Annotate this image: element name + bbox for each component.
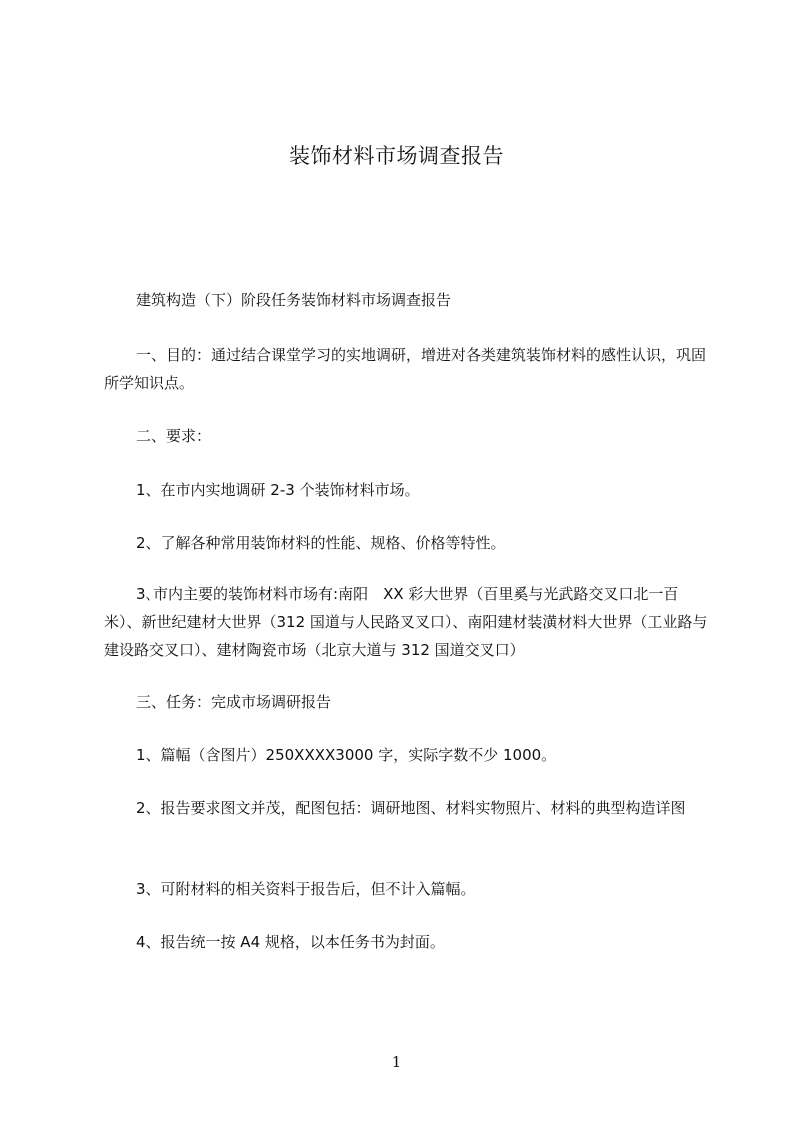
requirement-1: 1、在市内实地调研 2-3 个装饰材料市场。 <box>136 481 420 499</box>
task-2: 2、报告要求图文并茂，配图包括：调研地图、材料实物照片、材料的典型构造详图 <box>136 799 686 817</box>
purpose-paragraph: 一、目的：通过结合课堂学习的实地调研，增进对各类建筑装饰材料的感性认识，巩固所学知识点。 <box>104 346 707 392</box>
task-3: 3、可附材料的相关资料于报告后，但不计入篇幅。 <box>136 880 476 898</box>
requirement-2: 2、了解各种常用装饰材料的性能、规格、价格等特性。 <box>136 534 506 552</box>
requirements-heading: 二、要求： <box>136 427 212 445</box>
task-1: 1、篇幅（含图片）250XXXX3000 字，实际字数不少 1000。 <box>136 746 557 764</box>
page-number: 1 <box>391 1053 402 1071</box>
task-heading: 三、任务：完成市场调研报告 <box>136 693 332 711</box>
task-4: 4、报告统一按 A4 规格，以本任务书为封面。 <box>136 933 445 951</box>
subtitle: 建筑构造（下）阶段任务装饰材料市场调查报告 <box>136 291 452 309</box>
page-title: 装饰材料市场调查报告 <box>289 144 504 168</box>
requirement-3: 3､市内主要的装饰材料市场有:南阳 XX 彩大世界（百里奚与光武路交叉口北一百米）、新世纪建材大世界（312 国道与人民路叉叉口）、南阳建材装潢材料大世界（工业路与建设路交叉口）、建材陶瓷市场（北京大道与 312 国道交叉口） <box>104 585 708 659</box>
